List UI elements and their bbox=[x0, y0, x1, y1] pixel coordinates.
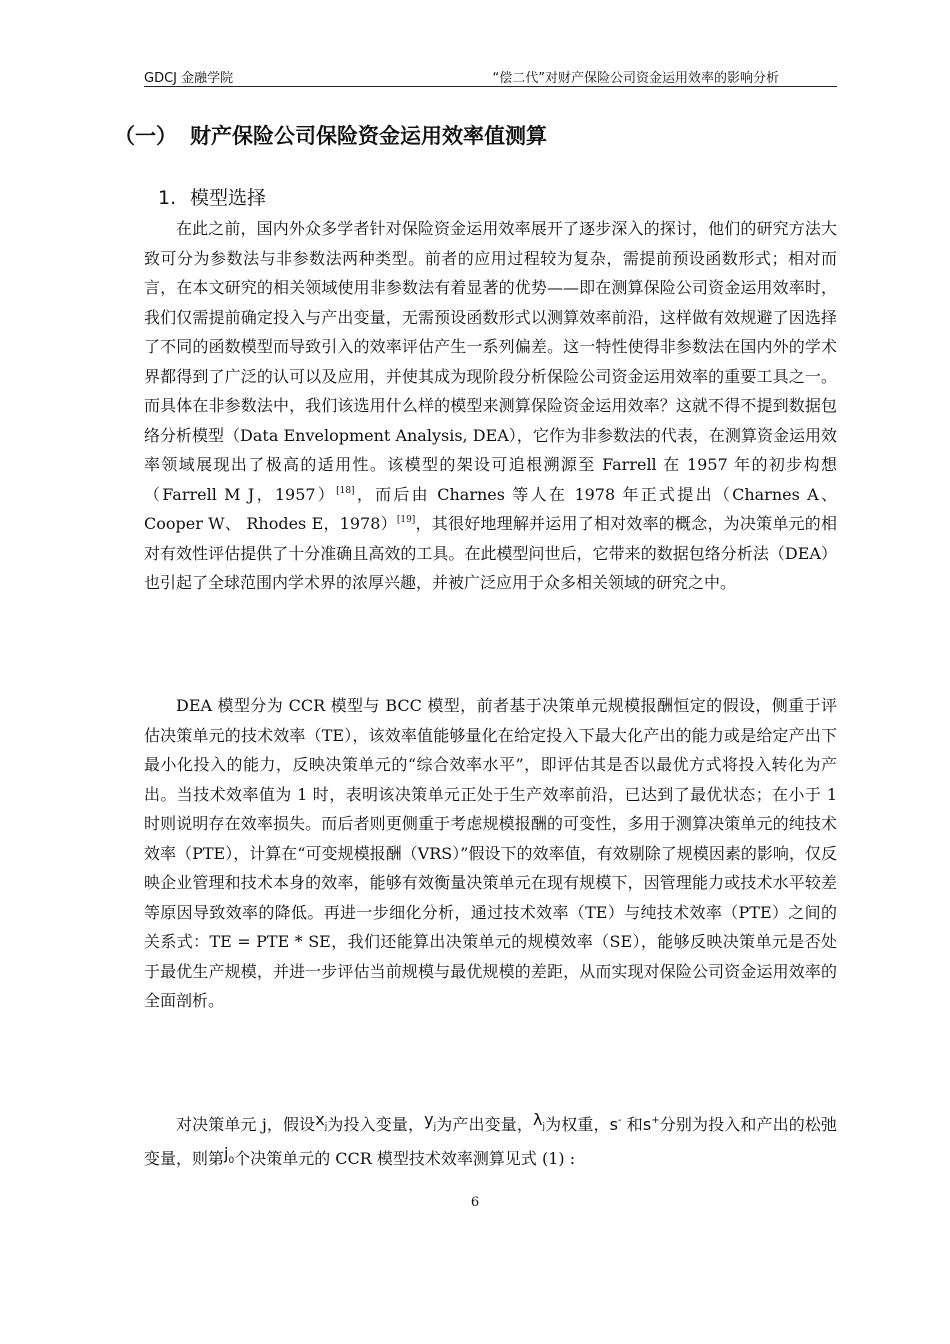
paragraph3-text-4: 为权重， bbox=[544, 1115, 610, 1134]
paragraph-model-background bbox=[144, 214, 837, 598]
citation-19: [19] bbox=[396, 515, 416, 525]
paragraph-variable-definitions bbox=[144, 1110, 837, 1177]
subsection-heading bbox=[158, 183, 266, 210]
paragraph3-text-5: 和 bbox=[621, 1115, 643, 1134]
header-right-text: “偿二代”对财产保险公司资金运用效率的影响分析 bbox=[492, 71, 779, 86]
page-header bbox=[144, 66, 837, 87]
section-number: （一） bbox=[114, 124, 177, 148]
section-heading bbox=[114, 120, 547, 150]
paragraph3-text-6: 分别为投入和产出的松弛变量，则第 bbox=[144, 1115, 837, 1168]
paragraph3-text-2: 为投入变量， bbox=[327, 1115, 425, 1134]
symbol-y: $y_j$ bbox=[424, 1110, 437, 1132]
paragraph1-text-a: 在此之前，国内外众多学者针对保险资金运用效率展开了逐步深入的探讨，他们的研究方法大致可分为参数法与非参数法两种类型。前者的应用过程较为复杂，需提前预设函数形式；相对而言，在本文研究的相关领域使用非参数法有着显著的优势——即在测算保险公司资金运用效率时，我们仅需提前确定投入与产出变量，无需预设函数形式以测算效率前沿，这样做有效规避了因选择了不同的函数模型而导致引入的效率评估产生一系列偏差。这一特性使得非参数法在国内外的学术界都得到了广泛的认可以及应用，并使其成为现阶段分析保险公司资金运用效率的重要工具之一。而具体在非参数法中，我们该选用什么样的模型来测算保险资金运用效率？这就不得不提到数据包络分析模型（Data Envelopment Analysis, DEA），它作为非参数法的代表，在测算资金运用效率领域展现出了极高的适用性。该模型的架设可追根溯源至 Farrell 在 1957 年的初步构想（Farrell M J，1957） bbox=[144, 219, 837, 504]
symbol-x: $x_j$ bbox=[315, 1110, 328, 1132]
paragraph-dea-models bbox=[144, 691, 837, 1016]
paragraph3-text-1: 对决策单元 j，假设 bbox=[176, 1115, 316, 1134]
symbol-j0: $j_0$ bbox=[224, 1143, 235, 1166]
paragraph1-text-c: ，其很好地理解并运用了相对效率的概念，为决策单元的相对有效性评估提供了十分准确且高效的工具。在此模型问世后，它带来的数据包络分析法（DEA）也引起了全球范围内学术界的浓厚兴趣，并被广泛应用于众多相关领域的研究之中。 bbox=[144, 514, 837, 592]
section-title: 财产保险公司保险资金运用效率值测算 bbox=[190, 124, 547, 148]
page-number: 6 bbox=[470, 1195, 480, 1210]
header-left-text: GDCJ 金融学院 bbox=[144, 71, 234, 86]
paragraph1-text-b: ，而后由 Charnes 等人在 1978 年正式提出（Charnes A、 Cooper W、 Rhodes E，1978） bbox=[144, 484, 837, 533]
symbol-s-plus: s+ bbox=[642, 1115, 660, 1134]
paragraph3-text-7: 个决策单元的 CCR 模型技术效率测算见式 (1) : bbox=[234, 1148, 576, 1168]
subsection-number: 1. bbox=[158, 187, 177, 209]
symbol-s-minus: s- bbox=[609, 1115, 622, 1134]
citation-18: [18] bbox=[336, 485, 355, 496]
paragraph2-text: DEA 模型分为 CCR 模型与 BCC 模型，前者基于决策单元规模报酬恒定的假设，侧重于评估决策单元的技术效率（TE），该效率值能够量化在给定投入下最大化产出的能力或是给定产出下最小化投入的能力，反映决策单元的“综合效率水平”，即评估其是否以最优方式将投入转化为产出。当技术效率值为 1 时，表明该决策单元正处于生产效率前沿，已达到了最优状态；在小于 1 时则说明存在效率损失。而后者则更侧重于考虑规模报酬的可变性，多用于测算决策单元的纯技术效率（PTE），计算在“可变规模报酬（VRS）”假设下的效率值，有效剔除了规模因素的影响，仅反映企业管理和技术本身的效率，能够有效衡量决策单元在现有规模下，因管理能力或技术水平较差等原因导致效率的降低。再进一步细化分析，通过技术效率（TE）与纯技术效率（PTE）之间的关系式：TE = PTE * SE，我们还能算出决策单元的规模效率（SE），能够反映决策单元是否处于最优生产规模，并进一步评估当前规模与最优规模的差距，从而实现对保险公司资金运用效率的全面剖析。 bbox=[144, 696, 837, 1010]
symbol-lambda: $\lambda_j$ bbox=[532, 1110, 545, 1132]
subsection-title: 模型选择 bbox=[190, 187, 267, 209]
paragraph3-text-3: 为产出变量， bbox=[436, 1115, 533, 1134]
